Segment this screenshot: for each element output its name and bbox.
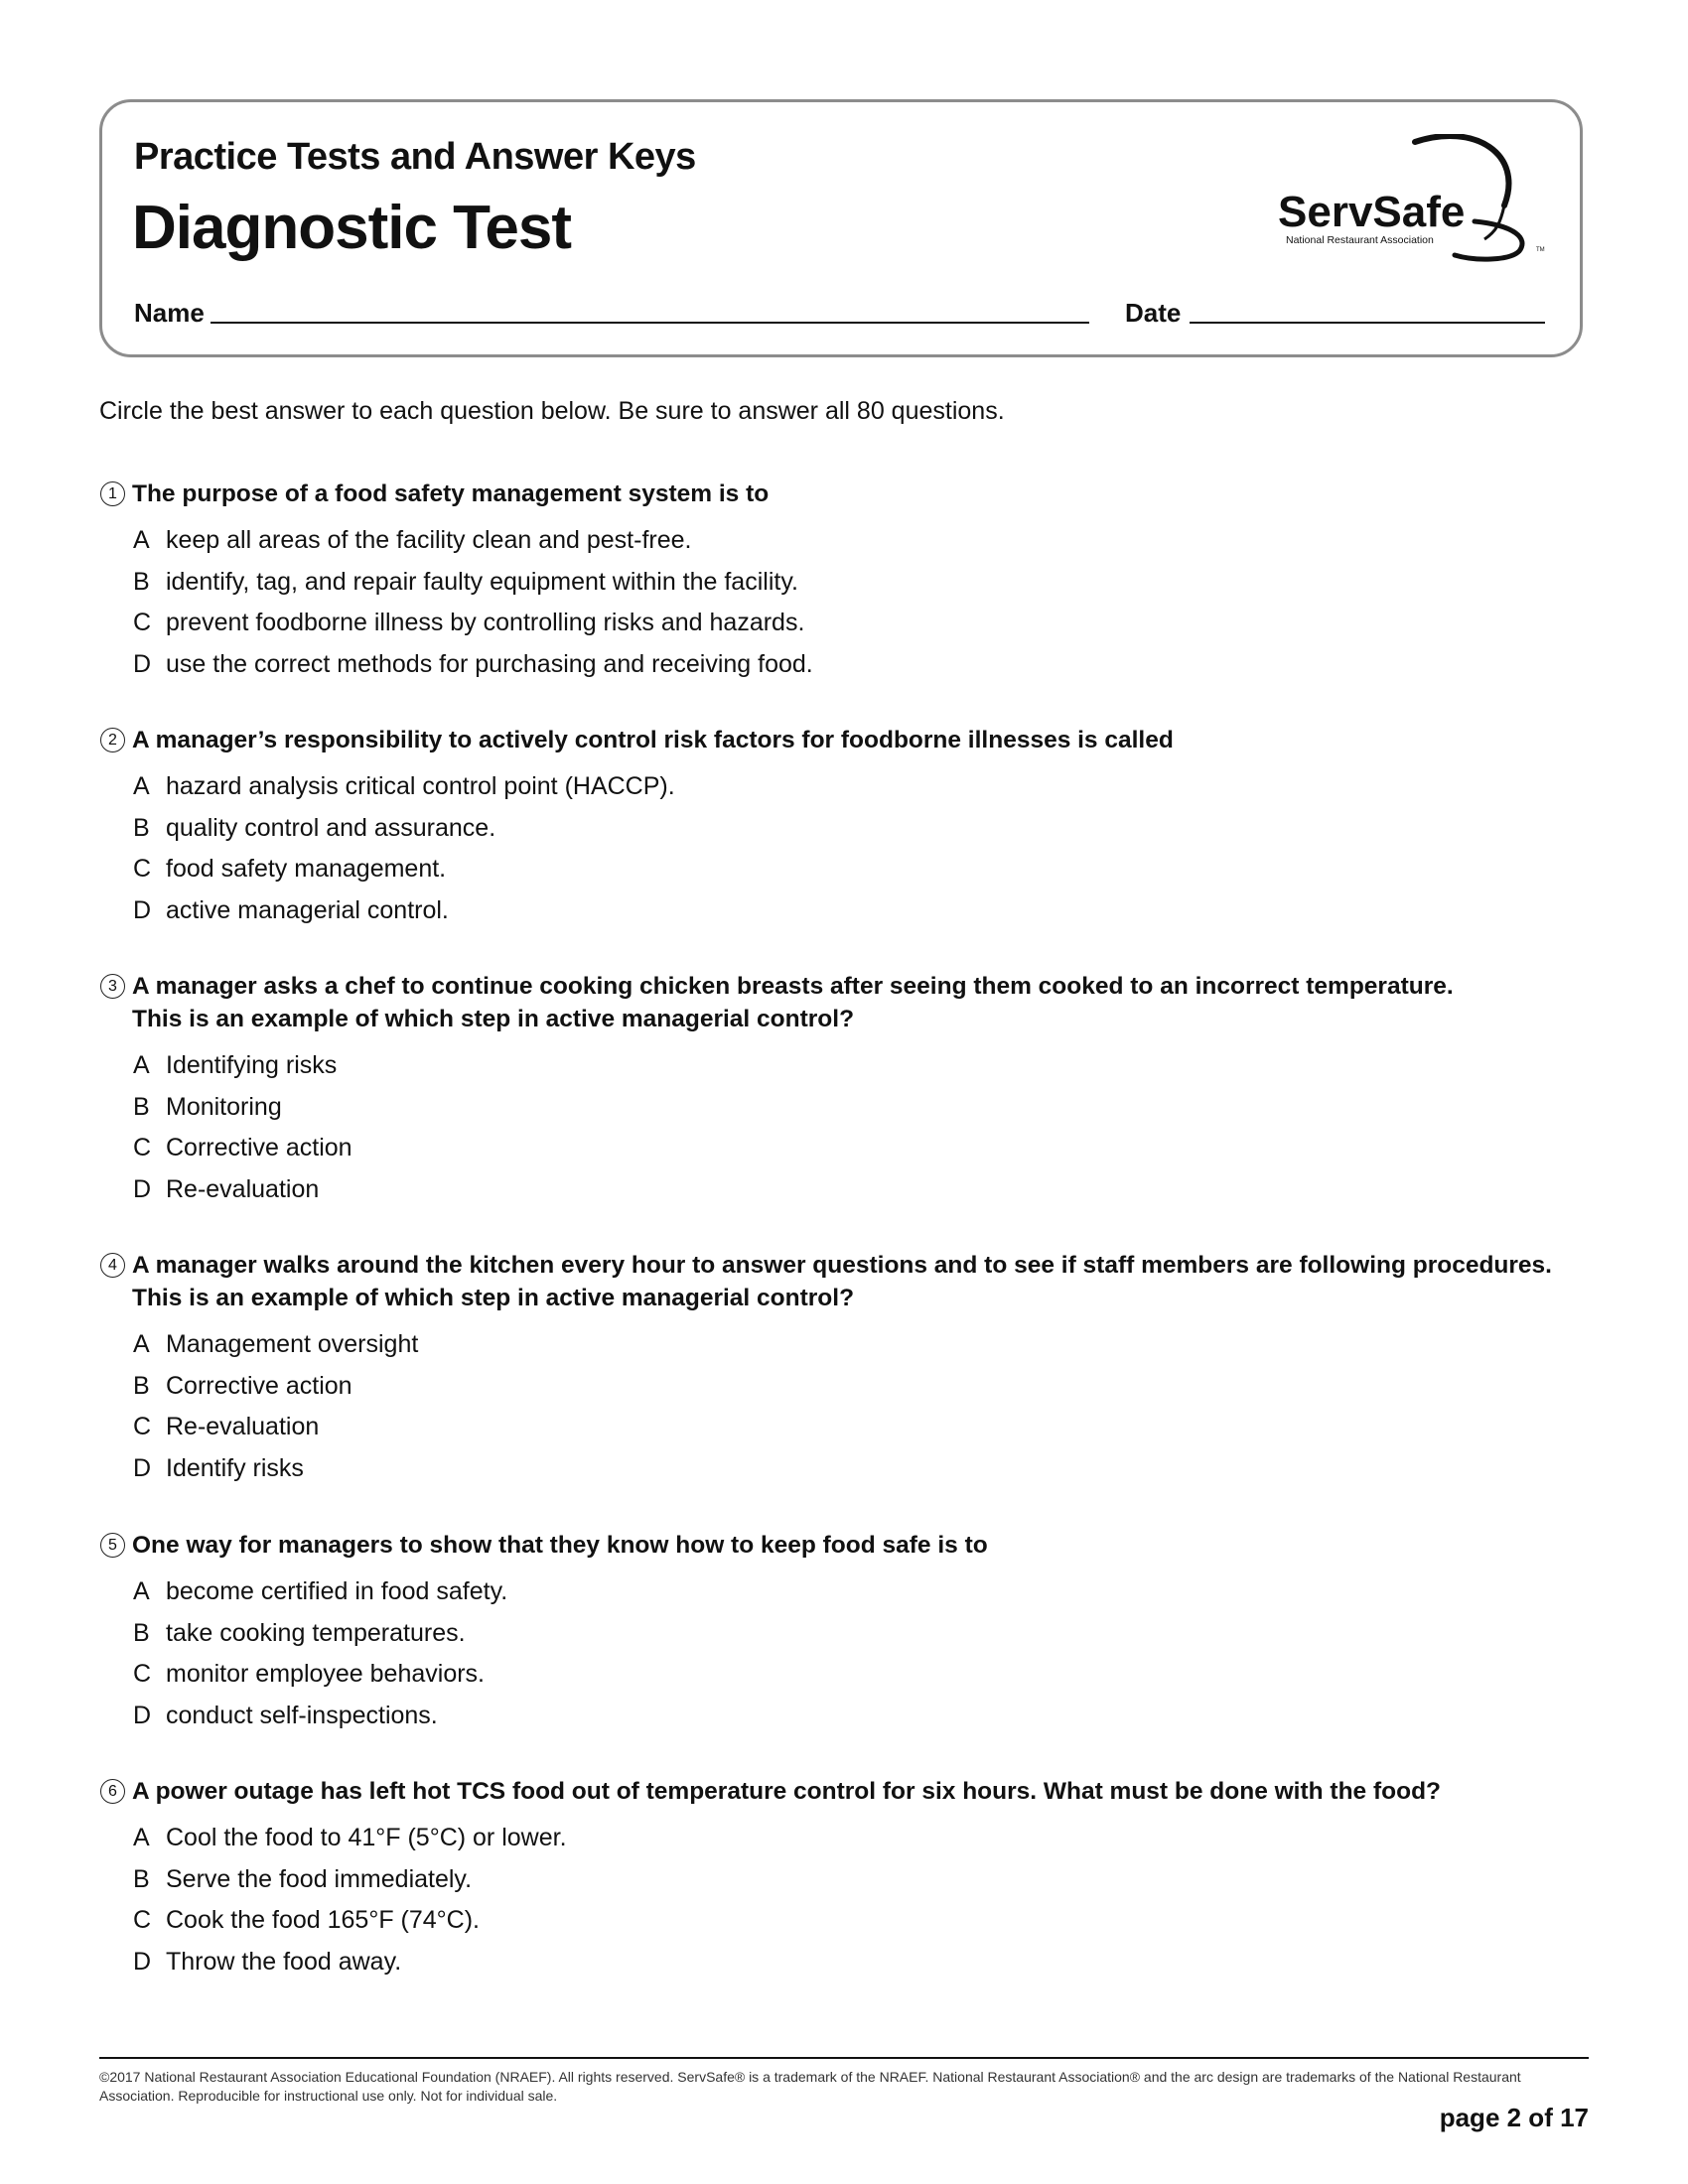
answer-options — [99, 1824, 1609, 1988]
option-text: quality control and assurance. — [166, 813, 496, 842]
question-text: The purpose of a food safety management system is to — [132, 480, 770, 507]
answer-option-d[interactable] — [99, 1702, 1609, 1743]
question-number-circle: 3 — [100, 974, 125, 999]
option-text: Corrective action — [166, 1371, 352, 1400]
option-letter: B — [133, 813, 150, 842]
option-letter: B — [133, 567, 150, 596]
option-letter: A — [133, 772, 150, 800]
footer-divider — [99, 2057, 1589, 2059]
question-stem — [99, 1249, 1609, 1314]
option-text: Corrective action — [166, 1134, 352, 1161]
name-field[interactable] — [211, 322, 1089, 324]
option-letter: C — [133, 1906, 152, 1934]
option-text: become certified in food safety. — [166, 1577, 508, 1605]
option-text: active managerial control. — [166, 895, 449, 924]
answer-option-d[interactable] — [99, 1175, 1609, 1217]
question-4 — [99, 1249, 1609, 1495]
option-text: Management oversight — [166, 1330, 419, 1358]
answer-option-b[interactable] — [99, 1372, 1609, 1414]
page-number: page 2 of 17 — [1439, 2103, 1589, 2132]
option-letter: D — [133, 1701, 152, 1729]
logo-trademark: TM — [1536, 247, 1545, 253]
question-1 — [99, 478, 1609, 691]
copyright-notice: ©2017 National Restaurant Association Educational Foundation (NRAEF). All rights reserved. ServSafe® is a trademark of the NRAEF. National Restaurant Association® and the arc design are trademarks of the National Restaurant Association. Reproducible for instructional use only. Not for individual sale. — [99, 2069, 1521, 2104]
answer-options — [99, 772, 1609, 937]
answer-option-b[interactable] — [99, 568, 1609, 610]
option-text: food safety management. — [166, 855, 447, 883]
date-field[interactable] — [1190, 322, 1545, 324]
answer-option-a[interactable] — [99, 1330, 1609, 1372]
option-letter: A — [133, 526, 150, 554]
option-text: Identify risks — [166, 1453, 304, 1482]
option-text: prevent foodborne illness by controlling risks and hazards. — [166, 609, 805, 636]
date-label: Date — [1125, 298, 1182, 328]
option-text: hazard analysis critical control point (HACCP). — [166, 772, 675, 800]
answer-options — [99, 1330, 1609, 1495]
document-subtitle: Practice Tests and Answer Keys — [134, 136, 696, 178]
question-text: This is an example of which step in active managerial control? — [132, 1006, 855, 1032]
question-number-circle: 4 — [100, 1253, 125, 1278]
question-text: This is an example of which step in active managerial control? — [132, 1285, 855, 1311]
question-text: A manager walks around the kitchen every hour to answer questions and to see if staff members are following procedures. — [132, 1252, 1552, 1279]
option-text: identify, tag, and repair faulty equipment within the facility. — [166, 567, 798, 596]
question-number-circle: 5 — [100, 1533, 125, 1558]
question-number-circle: 2 — [100, 728, 125, 752]
logo-wordmark: ServSafe — [1278, 188, 1466, 236]
answer-options — [99, 1051, 1609, 1216]
answer-option-c[interactable] — [99, 1413, 1609, 1454]
option-letter: C — [133, 855, 152, 883]
instructions: Circle the best answer to each question below. Be sure to answer all 80 questions. — [99, 397, 1005, 425]
option-letter: A — [133, 1330, 150, 1358]
question-text: A manager asks a chef to continue cooking chicken breasts after seeing them cooked to an incorrect temperature. — [132, 973, 1454, 1000]
option-letter: D — [133, 1174, 152, 1203]
option-text: Re-evaluation — [166, 1413, 320, 1440]
answer-option-c[interactable] — [99, 609, 1609, 650]
question-text: One way for managers to show that they know how to keep food safe is to — [132, 1532, 988, 1559]
question-3 — [99, 970, 1609, 1216]
option-text: use the correct methods for purchasing and receiving food. — [166, 649, 813, 678]
question-text: A power outage has left hot TCS food out of temperature control for six hours. What must be done with the food? — [132, 1778, 1441, 1805]
question-5 — [99, 1529, 1609, 1742]
option-text: Monitoring — [166, 1092, 282, 1121]
name-label: Name — [134, 298, 205, 328]
option-text: conduct self-inspections. — [166, 1701, 438, 1729]
answer-option-c[interactable] — [99, 1906, 1609, 1948]
option-text: monitor employee behaviors. — [166, 1660, 485, 1688]
answer-option-a[interactable] — [99, 526, 1609, 568]
option-letter: B — [133, 1864, 150, 1893]
answer-option-a[interactable] — [99, 1577, 1609, 1619]
question-stem — [99, 724, 1609, 756]
page-title: Diagnostic Test — [132, 194, 572, 262]
question-stem — [99, 478, 1609, 510]
answer-option-c[interactable] — [99, 1660, 1609, 1702]
answer-option-a[interactable] — [99, 1051, 1609, 1093]
answer-options — [99, 1577, 1609, 1742]
option-letter: A — [133, 1824, 150, 1851]
answer-option-c[interactable] — [99, 1134, 1609, 1175]
question-stem — [99, 1775, 1609, 1808]
option-letter: D — [133, 1453, 152, 1482]
question-stem — [99, 970, 1609, 1035]
option-text: Re-evaluation — [166, 1174, 320, 1203]
option-letter: D — [133, 1947, 152, 1976]
question-2 — [99, 724, 1609, 937]
answer-option-a[interactable] — [99, 772, 1609, 814]
option-letter: C — [133, 1413, 152, 1440]
option-text: Throw the food away. — [166, 1947, 402, 1976]
answer-option-d[interactable] — [99, 896, 1609, 938]
answer-option-b[interactable] — [99, 1093, 1609, 1135]
answer-options — [99, 526, 1609, 691]
option-letter: C — [133, 1134, 152, 1161]
option-letter: A — [133, 1051, 150, 1079]
answer-option-b[interactable] — [99, 1865, 1609, 1907]
option-text: keep all areas of the facility clean and pest-free. — [166, 526, 692, 554]
option-letter: B — [133, 1092, 150, 1121]
option-letter: C — [133, 609, 152, 636]
option-letter: D — [133, 895, 152, 924]
question-stem — [99, 1529, 1609, 1562]
option-text: take cooking temperatures. — [166, 1618, 466, 1647]
option-text: Identifying risks — [166, 1051, 338, 1079]
answer-option-a[interactable] — [99, 1824, 1609, 1865]
option-text: Cool the food to 41°F (5°C) or lower. — [166, 1824, 567, 1851]
servsafe-logo — [1276, 134, 1564, 263]
answer-option-b[interactable] — [99, 814, 1609, 856]
option-text: Cook the food 165°F (74°C). — [166, 1906, 480, 1934]
option-letter: B — [133, 1618, 150, 1647]
option-text: Serve the food immediately. — [166, 1864, 473, 1893]
answer-option-d[interactable] — [99, 650, 1609, 692]
option-letter: A — [133, 1577, 150, 1605]
question-number-circle: 1 — [100, 481, 125, 506]
answer-option-d[interactable] — [99, 1454, 1609, 1496]
answer-option-c[interactable] — [99, 855, 1609, 896]
option-letter: B — [133, 1371, 150, 1400]
question-6 — [99, 1775, 1609, 1988]
question-number-circle: 6 — [100, 1779, 125, 1804]
answer-option-d[interactable] — [99, 1948, 1609, 1989]
question-text: A manager’s responsibility to actively control risk factors for foodborne illnesses is called — [132, 727, 1174, 753]
option-letter: D — [133, 649, 152, 678]
option-letter: C — [133, 1660, 152, 1688]
answer-option-b[interactable] — [99, 1619, 1609, 1661]
logo-tagline: National Restaurant Association — [1286, 234, 1434, 246]
